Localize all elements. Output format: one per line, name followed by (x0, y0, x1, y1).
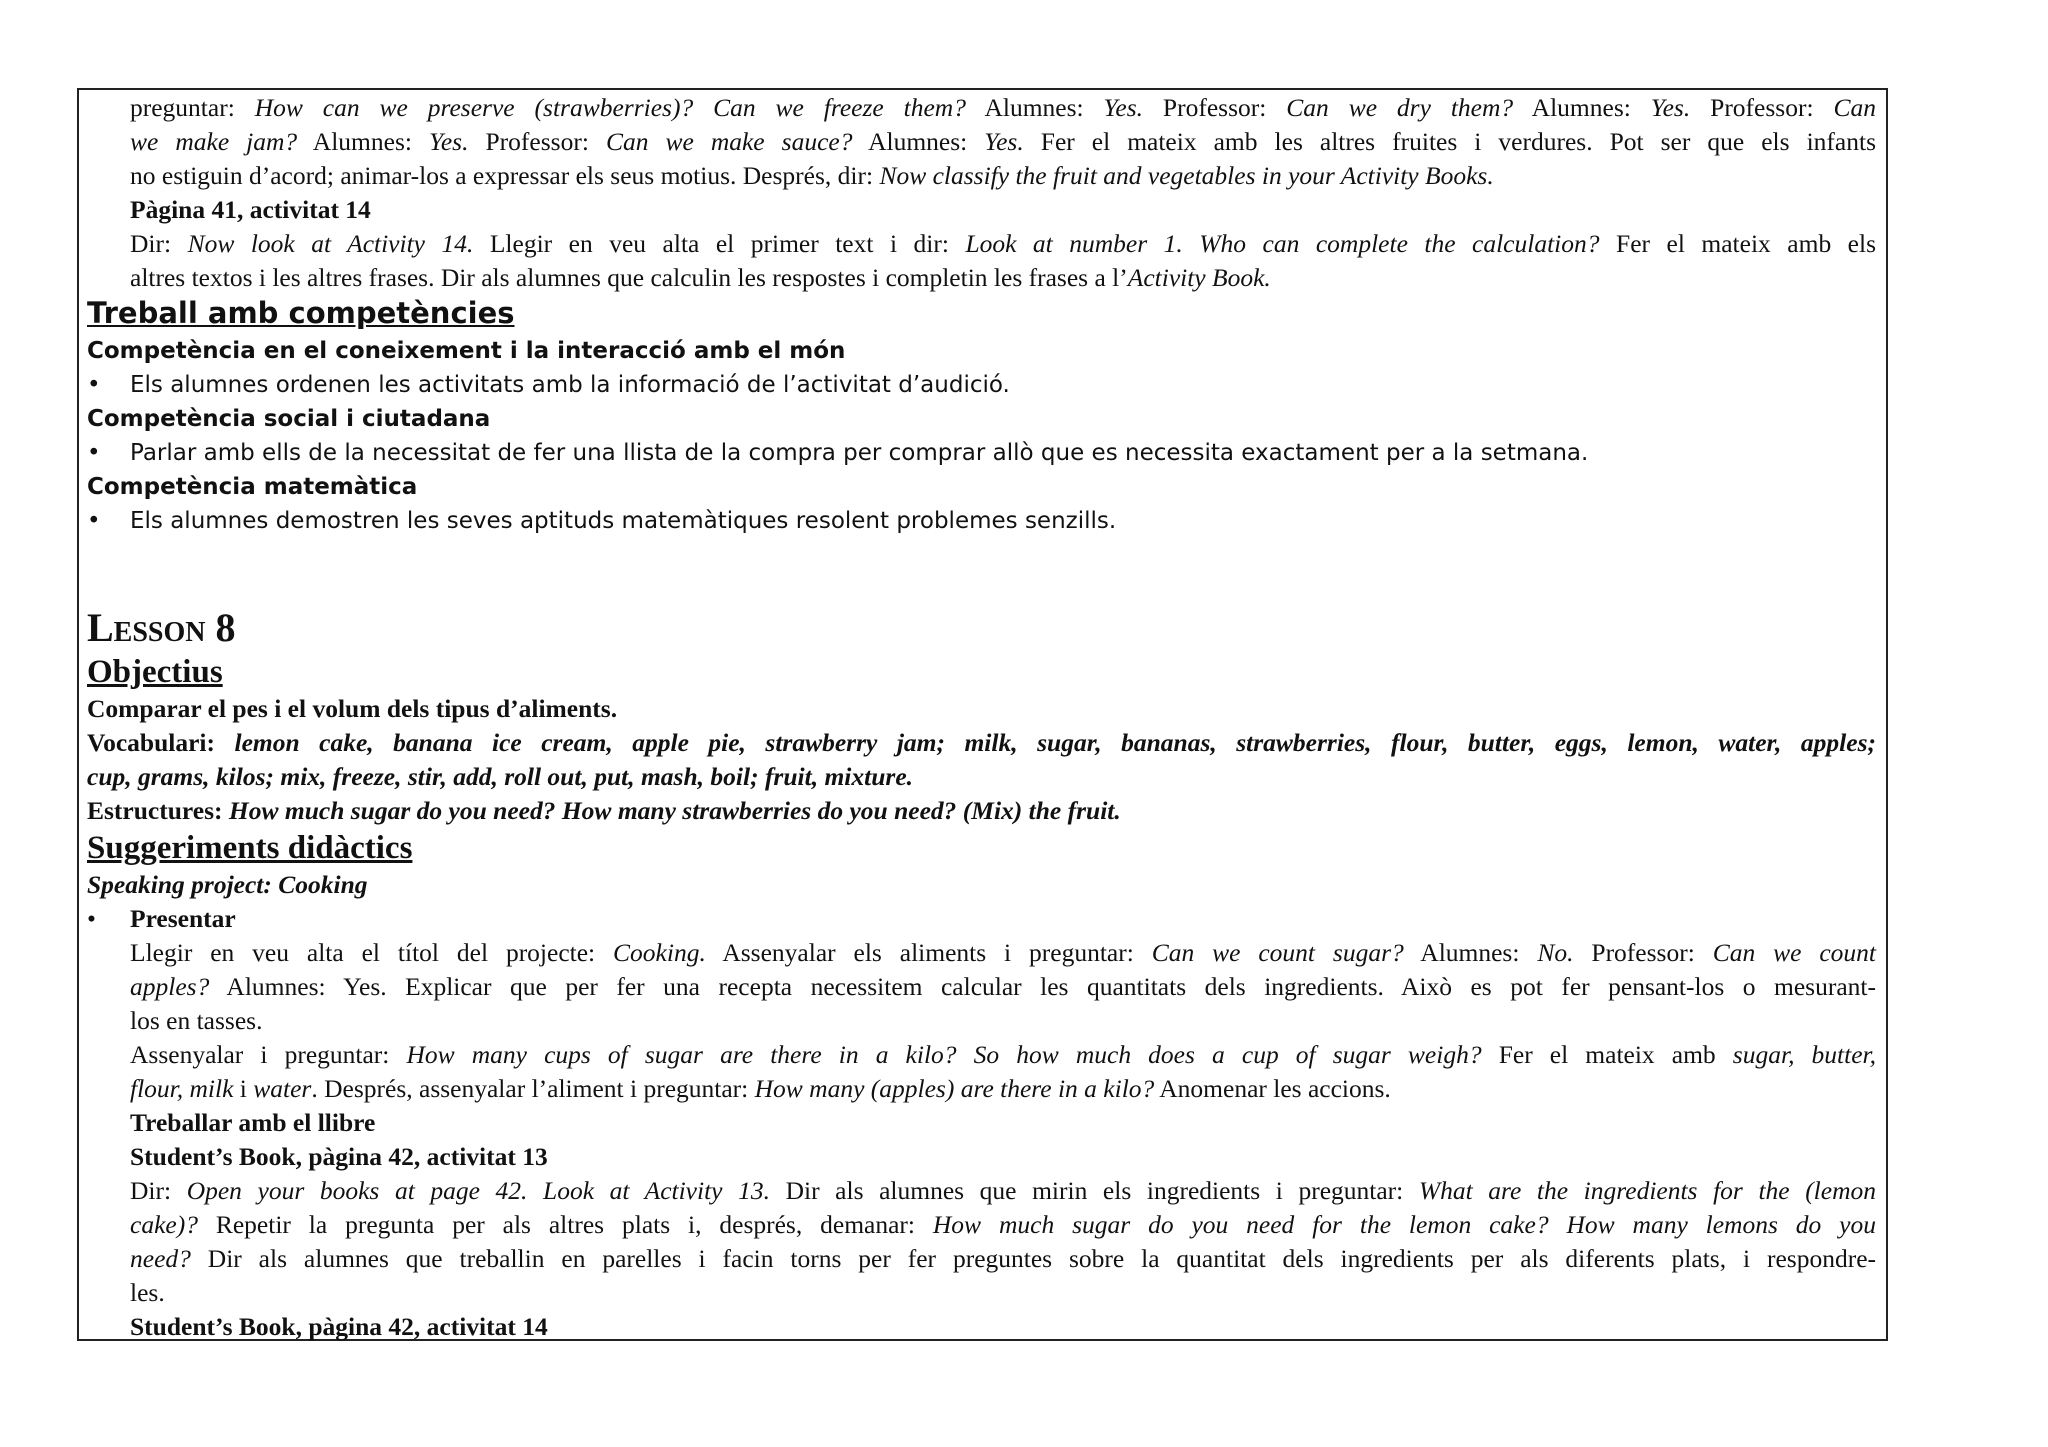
text-run: No. (1537, 938, 1574, 967)
text-line (130, 970, 1876, 1004)
text-line (130, 1208, 1876, 1242)
text-line (130, 1038, 1876, 1072)
text-run: Repetir la pregunta per als altres plats i, després, demanar: (197, 1210, 933, 1239)
text-run: cake)? (130, 1210, 198, 1239)
structures-line (87, 794, 1876, 828)
text-run: i (233, 1074, 254, 1103)
text-run: Assenyalar i preguntar: (130, 1040, 407, 1069)
text-run: Alumnes: (852, 127, 985, 156)
bullet-icon: • (87, 904, 96, 933)
lesson-word: Lesson (87, 605, 206, 650)
vocabulary-line (87, 726, 1876, 760)
text-run: Alumnes: (1403, 938, 1538, 967)
text-run: Llegir en veu alta el títol del projecte: (130, 938, 614, 967)
text-run: . Després, assenyalar l’aliment i preguntar: (311, 1074, 755, 1103)
text-run: Alumnes: (965, 93, 1104, 122)
text-run: Can we count sugar? (1151, 938, 1404, 967)
text-run: Llegir en veu alta el primer text i dir: (473, 229, 966, 258)
objective-text: Comparar el pes i el volum dels tipus d’aliments. (87, 694, 618, 723)
text-run: les. (130, 1278, 165, 1307)
text-line (130, 1072, 1876, 1106)
lesson-title (87, 604, 1876, 652)
text-run: Assenyalar els aliments i preguntar: (705, 938, 1152, 967)
structures-label: Estructures: (87, 796, 223, 825)
text-run: Dir: (130, 229, 188, 258)
text-run: no estiguin d’acord; animar-los a expressar els seus motius. Després, dir: (130, 161, 880, 190)
activity-heading: Student’s Book, pàgina 42, activitat 13 (130, 1142, 548, 1171)
text-run: preguntar: (130, 93, 255, 122)
text-line (130, 261, 1876, 295)
text-run: Activity Book. (1127, 263, 1271, 292)
competency-title: Competència social i ciutadana (87, 406, 491, 432)
text-run: Yes. (1103, 93, 1144, 122)
text-run: Fer el mateix amb (1481, 1040, 1733, 1069)
vocabulary-label: Vocabulari: (87, 728, 215, 757)
text-run: altres textos i les altres frases. Dir als alumnes que calculin les respostes i completin les frases a l’ (130, 263, 1128, 292)
text-run: Yes. (429, 127, 469, 156)
text-line (130, 936, 1876, 970)
section-heading-suggestions: Suggeriments didàctics (87, 830, 413, 866)
text-run: los en tasses. (130, 1006, 263, 1035)
text-run: flour, milk (130, 1074, 234, 1103)
text-run: Open your books at page 42. Look at Activity 13. (186, 1176, 770, 1205)
text-run: Alumnes: (297, 127, 429, 156)
text-run: Look at number 1. Who can complete the calculation? (965, 229, 1600, 258)
text-run: Professor: (468, 127, 606, 156)
text-run: How can we preserve (strawberries)? Can we freeze them? (254, 93, 966, 122)
bullet-icon: • (87, 372, 101, 398)
vocabulary-text: lemon cake, banana ice cream, apple pie, strawberry jam; milk, sugar, bananas, strawberries, flour, butter, eggs, lemon, water, apples; (215, 728, 1876, 757)
text-line (130, 1004, 1876, 1038)
text-line (130, 159, 1876, 193)
text-run: apples? (130, 972, 210, 1001)
vocabulary-line: cup, grams, kilos; mix, freeze, stir, add, roll out, put, mash, boil; fruit, mixture. (87, 762, 914, 791)
text-run: Cooking. (613, 938, 706, 967)
text-line (130, 125, 1876, 159)
text-run: Yes. (984, 127, 1024, 156)
text-run: Dir: (130, 1176, 187, 1205)
text-run: Now look at Activity 14. (187, 229, 474, 258)
competency-bullet: Els alumnes demostren les seves aptituds matemàtiques resolent problemes senzills. (130, 508, 1117, 534)
text-run: Can we dry them? (1286, 93, 1514, 122)
text-run: we make jam? (130, 127, 298, 156)
activity-heading: Student’s Book, pàgina 42, activitat 14 (130, 1312, 548, 1341)
text-run: Dir als alumnes que mirin els ingredients i preguntar: (769, 1176, 1419, 1205)
section-heading-objectives: Objectius (87, 654, 223, 690)
text-run: How much sugar do you need for the lemon cake? How many lemons do you (932, 1210, 1876, 1239)
text-run: Dir als alumnes que treballin en parelles i facin torns per fer preguntes sobre la quantitat dels ingredients per als diferents plats, i respondre- (190, 1244, 1876, 1273)
text-run: Anomenar les accions. (1154, 1074, 1391, 1103)
structures-text: How much sugar do you need? How many strawberries do you need? (Mix) the fruit. (222, 796, 1121, 825)
text-run: Professor: (1143, 93, 1287, 122)
text-run: How many cups of sugar are there in a kilo? So how much does a cup of sugar weigh? (406, 1040, 1482, 1069)
text-run: Can we make sauce? (605, 127, 853, 156)
text-run: Alumnes: Yes. Explicar que per fer una recepta necessitem calcular les quantitats dels ingredients. Això es pot fer pensant-los o mesurant- (209, 972, 1876, 1001)
text-line (130, 1174, 1876, 1208)
text-run: Fer el mateix amb els (1599, 229, 1877, 258)
subheading-work: Treballar amb el llibre (130, 1108, 376, 1137)
text-run: Yes. (1650, 93, 1691, 122)
text-run: Can (1833, 93, 1876, 122)
lesson-number: 8 (215, 605, 236, 650)
text-run: Fer el mateix amb les altres fruites i verdures. Pot ser que els infants (1023, 127, 1876, 156)
bullet-icon: • (87, 440, 101, 466)
text-line (130, 1276, 1876, 1310)
text-run: sugar, butter, (1732, 1040, 1877, 1069)
text-run: What are the ingredients for the (lemon (1418, 1176, 1877, 1205)
competency-title: Competència matemàtica (87, 474, 418, 500)
section-heading-competencies: Treball amb competències (87, 296, 515, 330)
text-line (130, 227, 1876, 261)
bullet-icon: • (87, 508, 101, 534)
competency-bullet: Els alumnes ordenen les activitats amb la informació de l’activitat d’audició. (130, 372, 1010, 398)
competency-title: Competència en el coneixement i la interacció amb el món (87, 338, 846, 364)
text-line (130, 1242, 1876, 1276)
subheading-present: Presentar (130, 904, 236, 933)
competency-bullet: Parlar amb ells de la necessitat de fer una llista de la compra per comprar allò que es necessita exactament per a la setmana. (130, 440, 1589, 466)
activity-heading: Pàgina 41, activitat 14 (130, 195, 371, 224)
text-run: Professor: (1573, 938, 1713, 967)
project-title: Speaking project: Cooking (87, 870, 368, 899)
text-run: need? (130, 1244, 191, 1273)
text-run: water (253, 1074, 312, 1103)
text-line (130, 91, 1876, 125)
text-run: Now classify the fruit and vegetables in your Activity Books. (879, 161, 1494, 190)
text-run: Professor: (1690, 93, 1834, 122)
text-run: Alumnes: (1513, 93, 1651, 122)
text-run: How many (apples) are there in a kilo? (754, 1074, 1155, 1103)
document-frame (77, 88, 1888, 1341)
text-run: Can we count (1712, 938, 1876, 967)
